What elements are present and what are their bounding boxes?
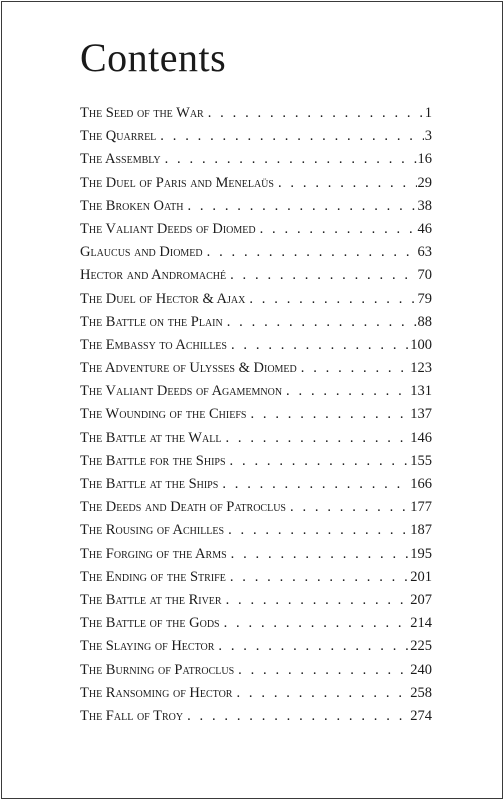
toc-entry-title: The Battle at the River <box>80 591 222 608</box>
toc-entry-page-number: 38 <box>417 197 432 214</box>
dot-leader <box>225 427 409 450</box>
toc-entry-title: The Embassy to Achilles <box>80 336 227 353</box>
toc-entry-title: The Seed of the War <box>80 105 204 121</box>
toc-entry-page-number: 79 <box>417 290 432 307</box>
toc-entry-title: The Battle at the Ships <box>80 476 219 492</box>
toc-entry-page-number: 240 <box>410 661 432 678</box>
toc-entry-title: Glaucus and Diomed <box>80 244 203 261</box>
toc-entry-page-number: 46 <box>417 220 432 237</box>
dot-leader <box>278 172 417 195</box>
toc-entry <box>80 427 432 450</box>
toc-entry <box>80 102 432 125</box>
dot-leader <box>286 380 409 403</box>
toc-entry-title: The Ransoming of Hector <box>80 684 233 701</box>
toc-entry <box>80 496 432 519</box>
dot-leader <box>226 589 410 612</box>
toc-entry-page-number: 131 <box>410 383 432 400</box>
toc-entry <box>80 218 432 241</box>
toc-entry <box>80 705 432 728</box>
toc-entry-title: The Battle for the Ships <box>80 452 226 469</box>
toc-entry <box>80 125 432 148</box>
dot-leader <box>249 288 416 311</box>
toc-entry-title: The Broken Oath <box>80 197 184 214</box>
dot-leader <box>231 334 409 357</box>
dot-leader <box>301 357 409 380</box>
toc-entry-page-number: 274 <box>410 707 432 724</box>
toc-entry-title: The Burning of Patroclus <box>80 661 235 678</box>
toc-entry-page-number: 1 <box>424 105 432 121</box>
dot-leader <box>236 682 409 705</box>
toc-entry <box>80 380 432 403</box>
toc-entry <box>80 682 432 705</box>
toc-entry-page-number: 88 <box>417 313 432 330</box>
toc-entry-page-number: 258 <box>410 684 432 701</box>
toc-entry-title: The Ending of the Strife <box>80 568 226 585</box>
toc-entry-title: Hector and Andromaché <box>80 267 227 284</box>
toc-entry-page-number: 70 <box>417 267 432 284</box>
table-of-contents <box>80 102 432 728</box>
toc-entry-page-number: 137 <box>410 406 432 423</box>
toc-entry-page-number: 3 <box>424 128 432 145</box>
toc-entry-page-number: 207 <box>410 591 432 608</box>
toc-entry-title: The Duel of Paris and Menelaüs <box>80 174 274 191</box>
dot-leader <box>228 519 409 542</box>
toc-entry <box>80 195 432 218</box>
dot-leader <box>238 659 409 682</box>
dot-leader <box>207 241 417 264</box>
toc-entry-title: The Battle of the Gods <box>80 615 220 632</box>
dot-leader <box>165 148 417 171</box>
toc-entry-page-number: 187 <box>410 522 432 539</box>
toc-entry-title: The Battle on the Plain <box>80 313 223 330</box>
toc-entry <box>80 519 432 542</box>
dot-leader <box>187 705 409 728</box>
toc-entry <box>80 264 432 287</box>
toc-entry-title: The Adventure of Ulysses & Diomed <box>80 360 297 377</box>
toc-entry-page-number: 214 <box>410 615 432 632</box>
toc-entry-title: The Valiant Deeds of Diomed <box>80 220 256 237</box>
toc-entry <box>80 589 432 612</box>
toc-entry-page-number: 195 <box>410 545 432 562</box>
toc-entry-title: The Quarrel <box>80 128 157 145</box>
toc-entry-page-number: 123 <box>410 360 432 377</box>
dot-leader <box>230 450 410 473</box>
toc-entry-page-number: 201 <box>410 568 432 585</box>
toc-entry-title: The Deeds and Death of Patroclus <box>80 499 286 516</box>
dot-leader <box>260 218 417 241</box>
toc-entry <box>80 288 432 311</box>
toc-entry-title: The Assembly <box>80 151 161 168</box>
dot-leader <box>222 473 409 496</box>
toc-entry-page-number: 146 <box>410 429 432 446</box>
toc-entry-title: The Battle at the Wall <box>80 429 222 446</box>
toc-entry <box>80 357 432 380</box>
dot-leader <box>250 403 409 426</box>
toc-entry <box>80 543 432 566</box>
toc-entry <box>80 473 432 496</box>
dot-leader <box>231 543 410 566</box>
toc-entry <box>80 241 432 264</box>
toc-entry <box>80 403 432 426</box>
page-title: Contents <box>80 35 227 80</box>
dot-leader <box>227 311 417 334</box>
toc-entry <box>80 311 432 334</box>
toc-entry-title: The Rousing of Achilles <box>80 522 225 539</box>
dot-leader <box>187 195 416 218</box>
toc-entry-page-number: 63 <box>417 244 432 261</box>
toc-entry-title: The Wounding of the Chiefs <box>80 406 247 423</box>
toc-entry <box>80 450 432 473</box>
toc-entry-page-number: 100 <box>410 336 432 353</box>
toc-entry-title: The Forging of the Arms <box>80 545 227 562</box>
toc-entry-page-number: 166 <box>410 476 432 492</box>
toc-entry <box>80 172 432 195</box>
toc-entry-title: The Fall of Troy <box>80 707 184 724</box>
toc-entry <box>80 148 432 171</box>
toc-entry-page-number: 177 <box>410 499 432 516</box>
toc-entry-title: The Duel of Hector & Ajax <box>80 290 246 307</box>
dot-leader <box>230 264 416 287</box>
dot-leader <box>230 566 409 589</box>
toc-entry <box>80 612 432 635</box>
toc-entry <box>80 334 432 357</box>
toc-entry <box>80 635 432 658</box>
book-page <box>1 1 503 799</box>
toc-entry-page-number: 29 <box>417 174 432 191</box>
toc-entry-title: The Valiant Deeds of Agamemnon <box>80 383 283 400</box>
dot-leader <box>290 496 409 519</box>
toc-entry <box>80 659 432 682</box>
toc-entry-page-number: 155 <box>410 452 432 469</box>
toc-entry-page-number: 225 <box>410 638 432 655</box>
dot-leader <box>160 125 423 148</box>
toc-entry-title: The Slaying of Hector <box>80 638 215 655</box>
toc-entry-page-number: 16 <box>417 151 432 168</box>
dot-leader <box>224 612 410 635</box>
dot-leader <box>218 635 409 658</box>
toc-entry <box>80 566 432 589</box>
dot-leader <box>208 102 424 125</box>
